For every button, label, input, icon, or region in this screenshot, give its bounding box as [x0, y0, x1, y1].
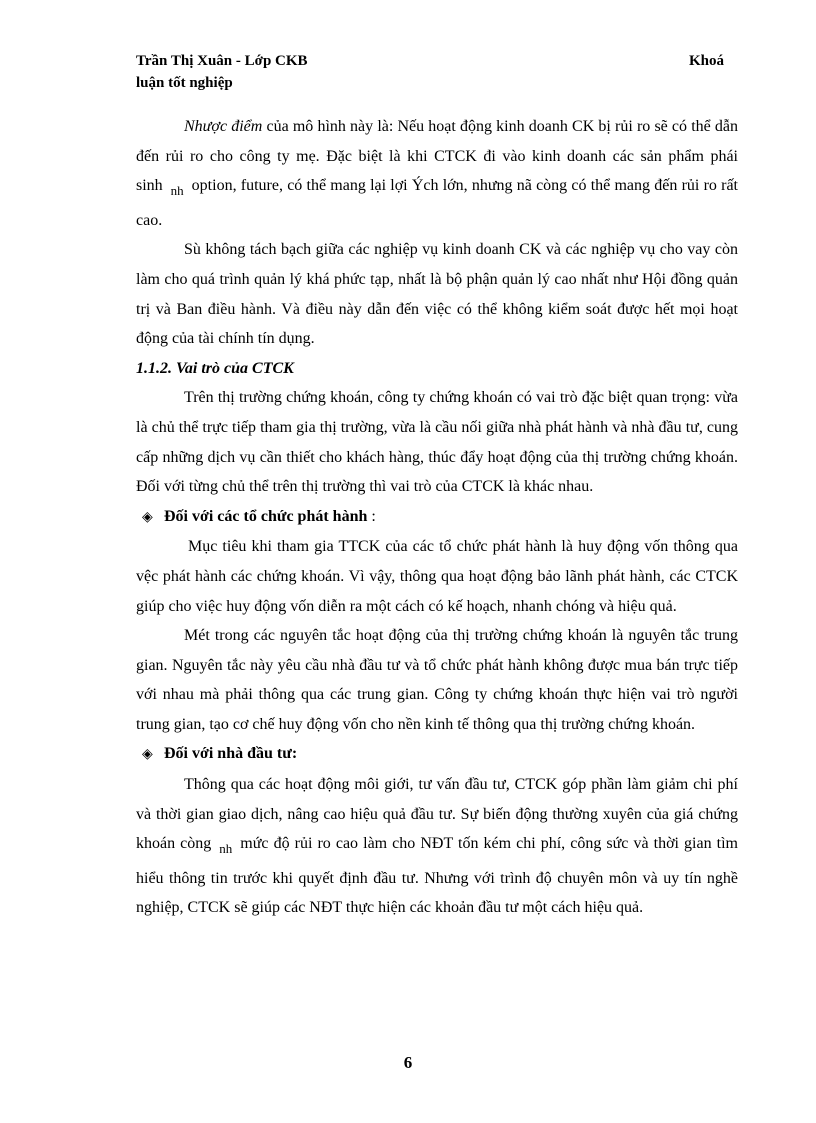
disadvantage-lead: Nhược điểm: [184, 118, 263, 135]
diamond-bullet-icon: ◈: [142, 509, 153, 525]
paragraph-text: mức độ rủi ro cao làm cho NĐT tốn kém chi phí, công sức và thời gian tìm hiểu thông tin trước khi quyết định đầu tư. Nhưng với trình độ chuyên môn và uy tín nghề nghiệp, CTCK sẽ giúp các NĐT thực hiện các khoản đầu tư một cách hiệu quả.: [136, 835, 739, 917]
header-document-type: luận tốt nghiệp: [136, 75, 233, 91]
paragraph-role-intro: Trên thị trường chứng khoán, công ty chứng khoán có vai trò đặc biệt quan trọng: vừa là chủ thể trực tiếp tham gia thị trường, vừa là cầu nối giữa nhà phát hành và nhà đầu tư, cung cấp những dịch vụ cần thiết cho khách hàng, thúc đẩy hoạt động của thị trường chứng khoán. Đối với từng chủ thể trên thị trường thì vai trò của CTCK là khác nhau.: [136, 389, 738, 496]
document-body: [136, 112, 738, 923]
paragraph-disadvantages: [136, 112, 738, 235]
bullet-issuers: [136, 502, 738, 533]
header-author-class: Trần Thị Xuân - Lớp CKB: [136, 53, 308, 69]
diamond-bullet-icon: ◈: [142, 747, 153, 763]
paragraph-issuers-goal: Mục tiêu khi tham gia TTCK của các tổ chức phát hành là huy động vốn thông qua vệc phát hành các chứng khoán. Vì vậy, thông qua hoạt động bảo lãnh phát hành, các CTCK giúp cho việc huy động vốn diễn ra một cách có kế hoạch, nhanh chóng và hiệu quả.: [136, 538, 738, 615]
bullet-suffix: :: [367, 507, 376, 525]
paragraph-investors: [136, 770, 738, 923]
paragraph-intermediary: Mét trong các nguyên tắc hoạt động của thị trường chứng khoán là nguyên tắc trung gian. Nguyên tắc này yêu cầu nhà đầu tư và tổ chức phát hành không được mua bán trực tiếp với nhau mà phải thông qua các trung gian. Công ty chứng khoán thực hiện vai trò người trung gian, tạo cơ chế huy động vốn cho nền kinh tế thông qua thị trường chứng khoán.: [136, 627, 738, 733]
page-header: [136, 50, 308, 94]
paragraph-text: Thông qua các hoạt động môi giới, tư vấn đầu tư, CTCK góp phần làm giảm chi phí và thời gian giao dịch, nâng cao hiệu quả đầu tư. Sự biến động thường xuyên của giá chứng khoán còng: [136, 776, 738, 853]
subscript-fragment: nh: [219, 841, 233, 857]
bullet-issuers-label: Đối với các tổ chức phát hành: [164, 507, 368, 525]
paragraph-text: option, future, có thể mang lại lợi Ých lớn, nhưng nã còng có thể mang đến rủi ro rất cao.: [136, 177, 738, 229]
bullet-investors-label: Đối với nhà đầu tư:: [164, 745, 298, 763]
bullet-investors: [136, 739, 738, 770]
paragraph-text: của mô hình này là: Nếu hoạt động kinh doanh CK bị rủi ro sẽ có thể dẫn đến rủi ro cho công ty mẹ. Đặc biệt là khi CTCK đi vào kinh doanh các sản phẩm phái sinh: [136, 118, 739, 195]
paragraph-separation: Sù không tách bạch giữa các nghiệp vụ kinh doanh CK và các nghiệp vụ cho vay còn làm cho quá trình quản lý khá phức tạp, nhất là bộ phận quản lý cao nhất như Hội đồng quản trị và Ban điều hành. Và điều này dẫn đến việc có thể không kiểm soát được hết mọi hoạt động của tài chính tín dụng.: [136, 241, 738, 348]
section-heading: 1.1.2. Vai trò của CTCK: [136, 359, 294, 377]
page-number: 6: [403, 1053, 413, 1072]
subscript-fragment: nh: [170, 183, 184, 199]
header-right-label: Khoá: [689, 53, 725, 69]
